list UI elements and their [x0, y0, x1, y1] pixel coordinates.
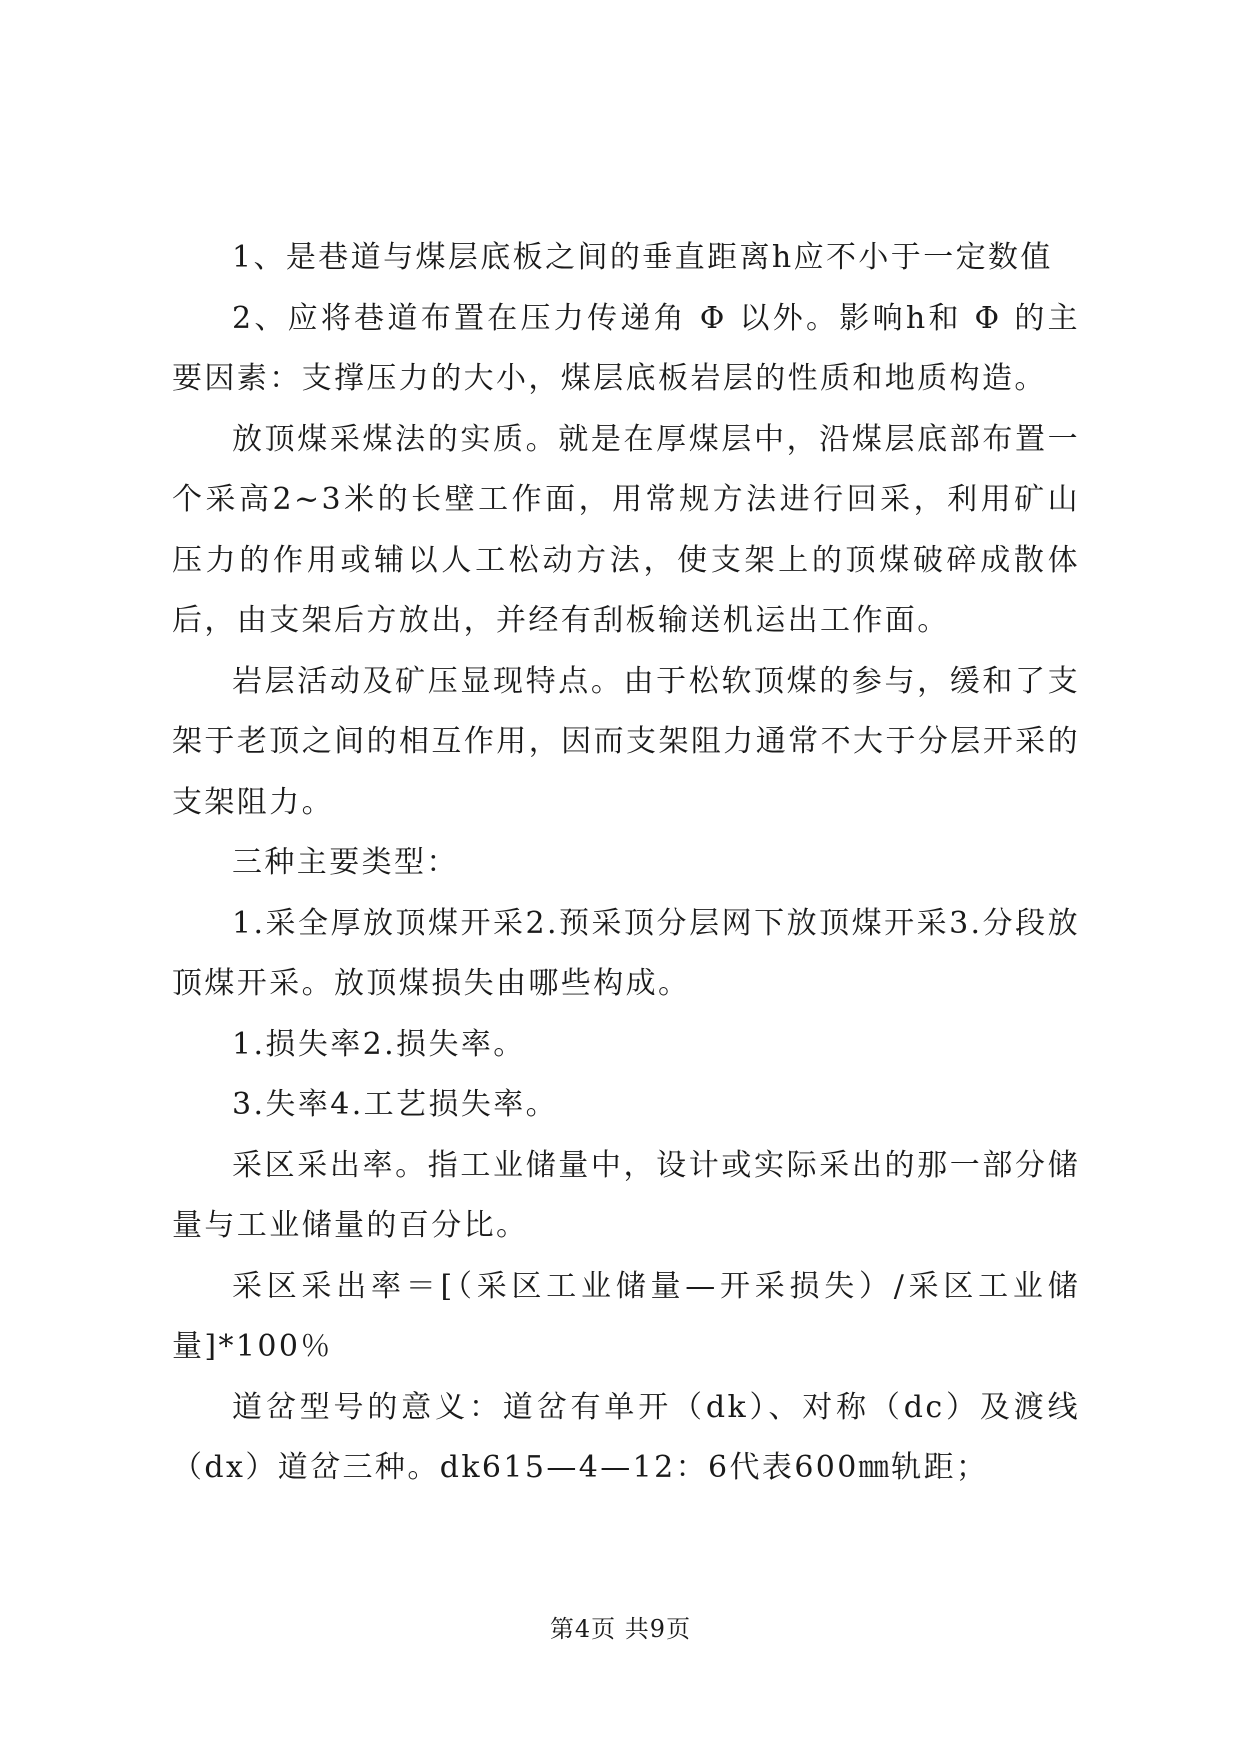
- paragraph-6: 1.采全厚放顶煤开采2.预采顶分层网下放顶煤开采3.分段放顶煤开采。放顶煤损失由哪些构成。: [172, 905, 1080, 1001]
- paragraph-7: 1.损失率2.损失率。: [232, 1026, 526, 1062]
- page-number: 第4页 共9页: [549, 1615, 692, 1643]
- paragraph-10: 采区采出率＝[（采区工业储量—开采损失）/采区工业储量]*100％: [172, 1268, 1080, 1364]
- paragraph-2: 2、应将巷道布置在压力传递角 Φ 以外。影响h和 Φ 的主要因素：支撑压力的大小，煤层底板岩层的性质和地质构造。: [172, 300, 1080, 396]
- paragraph-3: 放顶煤采煤法的实质。就是在厚煤层中，沿煤层底部布置一个采高2~3米的长壁工作面，用常规方法进行回采，利用矿山压力的作用或辅以人工松动方法，使支架上的顶煤破碎成散体后，由支架后方放出，并经有刮板输送机运出工作面。: [172, 421, 1080, 638]
- document-body: [172, 228, 1080, 1499]
- paragraph-9: 采区采出率。指工业储量中，设计或实际采出的那一部分储量与工业储量的百分比。: [172, 1147, 1080, 1243]
- paragraph-11: 道岔型号的意义：道岔有单开（dk）、对称（dc）及渡线（dx）道岔三种。dk615—4—12：6代表600㎜轨距；: [172, 1389, 1080, 1485]
- paragraph-1: 1、是巷道与煤层底板之间的垂直距离h应不小于一定数值: [232, 240, 1053, 275]
- paragraph-5: 三种主要类型：: [232, 845, 459, 880]
- paragraph-4: 岩层活动及矿压显现特点。由于松软顶煤的参与，缓和了支架于老顶之间的相互作用，因而支架阻力通常不大于分层开采的支架阻力。: [172, 663, 1080, 820]
- paragraph-8: 3.失率4.工艺损失率。: [232, 1087, 559, 1122]
